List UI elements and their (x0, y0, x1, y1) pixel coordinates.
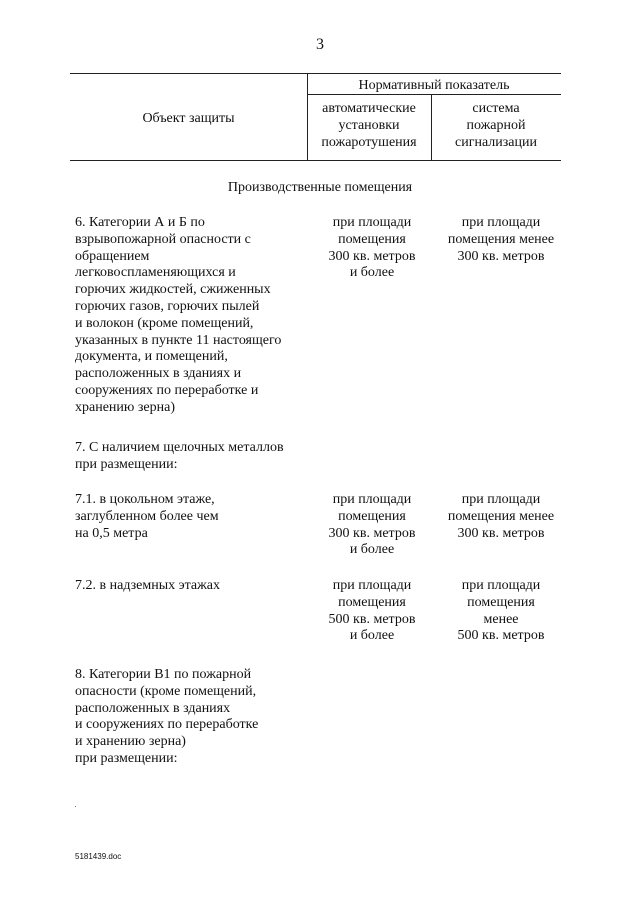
page-number: 3 (316, 36, 324, 53)
header-object-label: Объект защиты (142, 111, 235, 126)
header-top-rule (70, 73, 561, 74)
header-col-alarm: система пожарной сигнализации (455, 101, 537, 150)
row-object: 6. Категории А и Б по взрывопожарной опасности с обращением легковоспламеняющихся и горючих жидкостей, сжиженных горючих газов, горючих пылей и волокон (кроме помещений, указанных в пункте 11 настоящего документа, и помещений, расположенных в зданиях и сооружениях по переработке и хранению зерна) (75, 215, 282, 415)
row-alarm-value: при площади помещения менее 500 кв. метров (457, 578, 545, 644)
row-object: 7.2. в надземных этажах (75, 578, 221, 593)
row-auto-value: при площади помещения 300 кв. метров и более (328, 492, 416, 558)
footer-filename: 5181439.doc (75, 852, 122, 861)
header-col-auto: автоматические установки пожаротушения (321, 101, 417, 150)
row-object: 7. С наличием щелочных металлов при размещении: (75, 440, 284, 472)
scan-speck (75, 806, 76, 807)
row-object: 8. Категории В1 по пожарной опасности (кроме помещений, расположенных в зданиях и сооружениях по переработке и хранению зерна) при размещении: (75, 667, 259, 766)
header-bottom-rule (70, 160, 561, 161)
header-normative-label: Нормативный показатель (358, 78, 510, 93)
row-auto-value: при площади помещения 300 кв. метров и более (328, 215, 416, 281)
section-title: Производственные помещения (227, 180, 413, 195)
header-mid-rule (307, 94, 561, 95)
row-auto-value: при площади помещения 500 кв. метров и более (328, 578, 416, 644)
row-alarm-value: при площади помещения менее 300 кв. метров (447, 215, 555, 264)
row-object: 7.1. в цокольном этаже, заглубленном более чем на 0,5 метра (75, 492, 219, 541)
row-alarm-value: при площади помещения менее 300 кв. метров (447, 492, 555, 541)
